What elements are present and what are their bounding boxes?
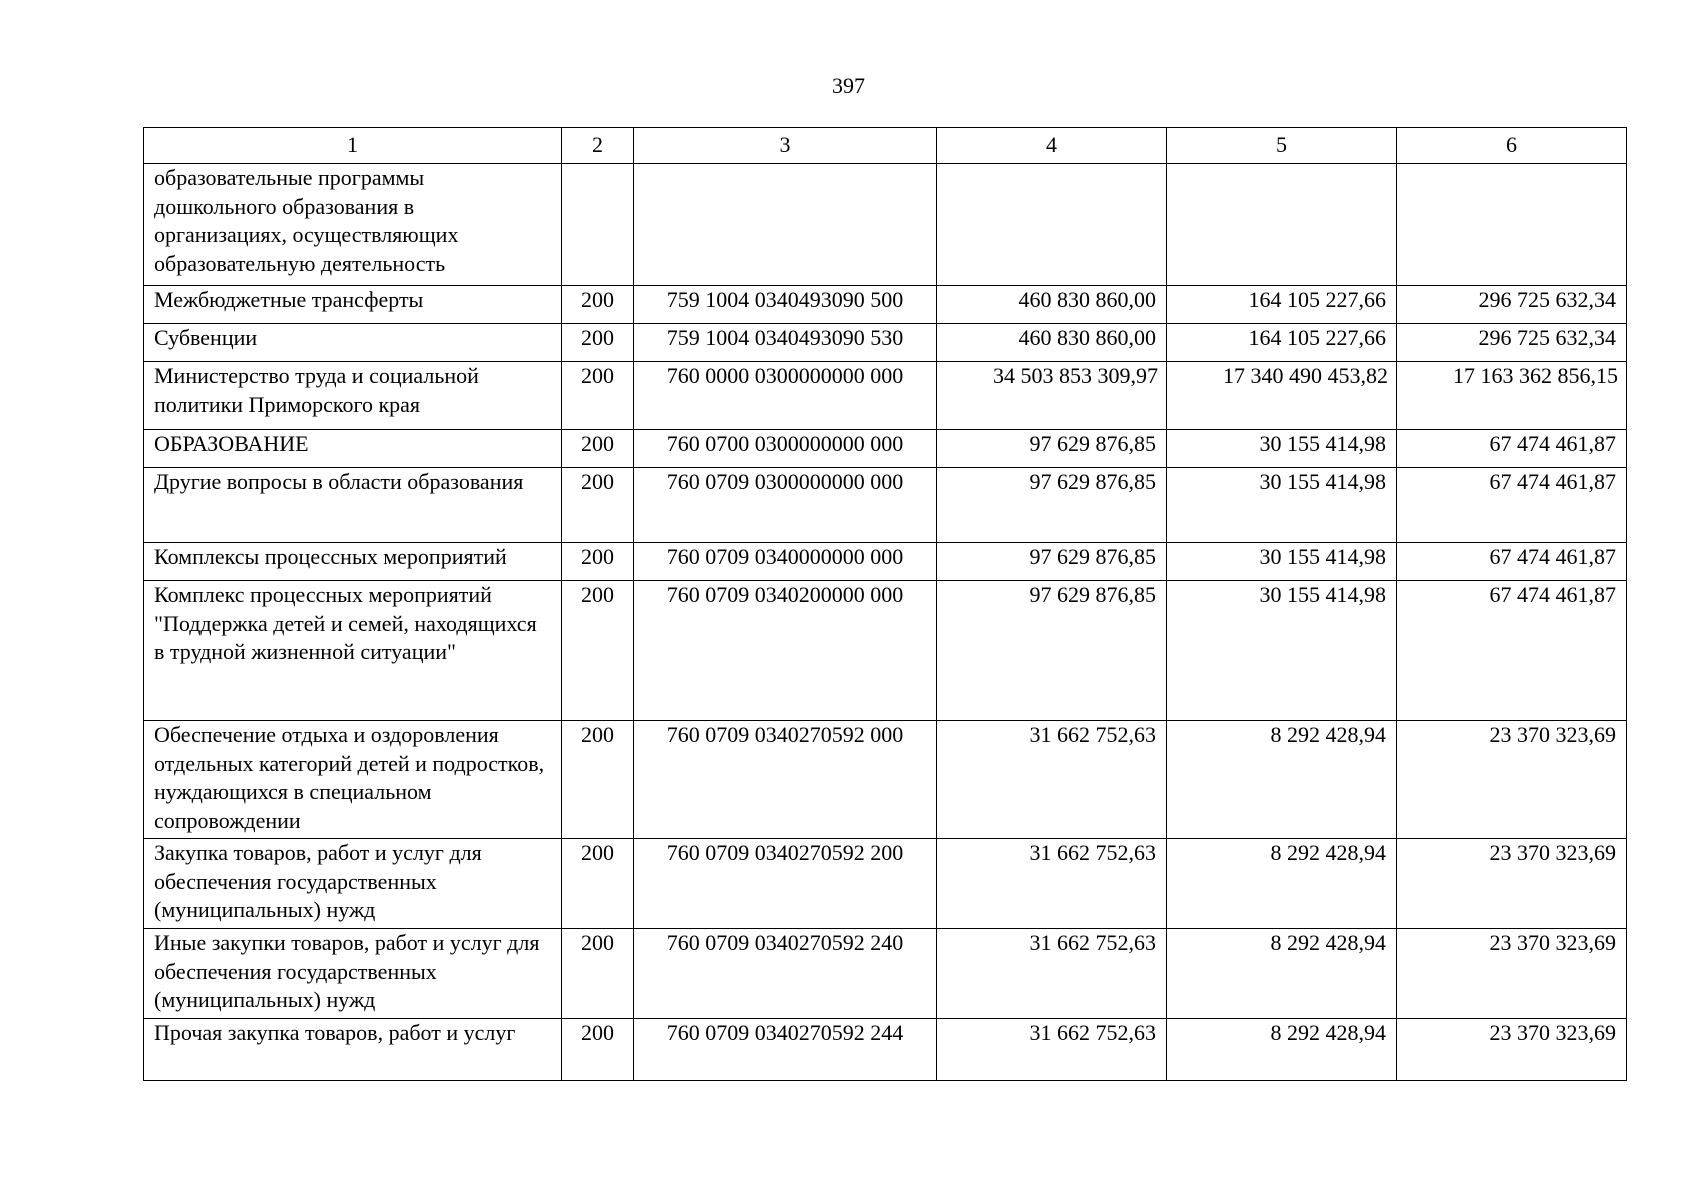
row-plan: 97 629 876,85 [937,581,1167,721]
row-code: 760 0709 0340270592 244 [634,1019,937,1081]
table-row [144,721,1627,839]
row-code: 760 0709 0340270592 000 [634,721,937,839]
row-name: Комплексы процессных мероприятий [144,543,562,581]
row-executed: 164 105 227,66 [1167,286,1397,324]
row-admin: 200 [562,286,634,324]
header-row [144,128,1627,164]
row-remainder: 23 370 323,69 [1397,721,1627,839]
row-remainder [1397,164,1627,286]
row-remainder: 296 725 632,34 [1397,286,1627,324]
row-admin: 200 [562,468,634,543]
page-number: 397 [832,73,865,98]
row-admin: 200 [562,929,634,1019]
row-code: 760 0700 0300000000 000 [634,430,937,468]
row-code: 760 0709 0340270592 240 [634,929,937,1019]
row-executed: 8 292 428,94 [1167,721,1397,839]
row-plan: 31 662 752,63 [937,929,1167,1019]
header-cell-1: 1 [144,128,562,164]
row-admin: 200 [562,324,634,362]
table-row [144,324,1627,362]
header-cell-4: 4 [937,128,1167,164]
row-admin: 200 [562,1019,634,1081]
table-row [144,362,1627,430]
row-remainder: 17 163 362 856,15 [1397,362,1627,430]
row-name: Иные закупки товаров, работ и услуг для обеспечения государственных (муниципальных) нужд [144,929,562,1019]
budget-table [143,127,1627,1081]
row-plan: 97 629 876,85 [937,543,1167,581]
row-admin: 200 [562,839,634,929]
table-row [144,286,1627,324]
row-remainder: 23 370 323,69 [1397,929,1627,1019]
row-name: ОБРАЗОВАНИЕ [144,430,562,468]
row-code: 760 0709 0340200000 000 [634,581,937,721]
header-cell-3: 3 [634,128,937,164]
row-name: образовательные программы дошкольного образования в организациях, осуществляющих образовательную деятельность [144,164,562,286]
row-admin: 200 [562,362,634,430]
table-row [144,581,1627,721]
row-code [634,164,937,286]
row-executed: 30 155 414,98 [1167,581,1397,721]
row-code: 760 0709 0340270592 200 [634,839,937,929]
row-remainder: 67 474 461,87 [1397,581,1627,721]
row-admin [562,164,634,286]
row-name: Другие вопросы в области образования [144,468,562,543]
row-name: Субвенции [144,324,562,362]
row-executed: 30 155 414,98 [1167,468,1397,543]
row-name: Комплекс процессных мероприятий "Поддержка детей и семей, находящихся в трудной жизненной ситуации" [144,581,562,721]
row-code: 759 1004 0340493090 500 [634,286,937,324]
row-admin: 200 [562,430,634,468]
row-remainder: 296 725 632,34 [1397,324,1627,362]
row-executed: 8 292 428,94 [1167,929,1397,1019]
table-row [144,430,1627,468]
table-row [144,1019,1627,1081]
row-code: 760 0709 0300000000 000 [634,468,937,543]
row-executed: 17 340 490 453,82 [1167,362,1397,430]
row-remainder: 67 474 461,87 [1397,468,1627,543]
table-row [144,543,1627,581]
row-executed [1167,164,1397,286]
row-executed: 8 292 428,94 [1167,839,1397,929]
row-admin: 200 [562,543,634,581]
row-plan: 34 503 853 309,97 [937,362,1167,430]
row-name: Закупка товаров, работ и услуг для обеспечения государственных (муниципальных) нужд [144,839,562,929]
row-executed: 30 155 414,98 [1167,543,1397,581]
row-executed: 164 105 227,66 [1167,324,1397,362]
row-name: Обеспечение отдыха и оздоровления отдельных категорий детей и подростков, нуждающихся в специальном сопровождении [144,721,562,839]
row-plan: 31 662 752,63 [937,1019,1167,1081]
row-name: Межбюджетные трансферты [144,286,562,324]
row-executed: 30 155 414,98 [1167,430,1397,468]
row-remainder: 67 474 461,87 [1397,430,1627,468]
row-remainder: 67 474 461,87 [1397,543,1627,581]
table-row [144,164,1627,286]
row-executed: 8 292 428,94 [1167,1019,1397,1081]
row-plan: 31 662 752,63 [937,839,1167,929]
row-code: 760 0709 0340000000 000 [634,543,937,581]
row-name: Министерство труда и социальной политики Приморского края [144,362,562,430]
row-plan: 460 830 860,00 [937,324,1167,362]
row-plan [937,164,1167,286]
table-row [144,468,1627,543]
table-row [144,839,1627,929]
row-plan: 460 830 860,00 [937,286,1167,324]
header-cell-2: 2 [562,128,634,164]
table-row [144,929,1627,1019]
row-code: 760 0000 0300000000 000 [634,362,937,430]
row-admin: 200 [562,581,634,721]
header-cell-6: 6 [1397,128,1627,164]
row-admin: 200 [562,721,634,839]
row-name: Прочая закупка товаров, работ и услуг [144,1019,562,1081]
row-remainder: 23 370 323,69 [1397,839,1627,929]
row-plan: 31 662 752,63 [937,721,1167,839]
row-code: 759 1004 0340493090 530 [634,324,937,362]
row-plan: 97 629 876,85 [937,430,1167,468]
header-cell-5: 5 [1167,128,1397,164]
row-plan: 97 629 876,85 [937,468,1167,543]
row-remainder: 23 370 323,69 [1397,1019,1627,1081]
